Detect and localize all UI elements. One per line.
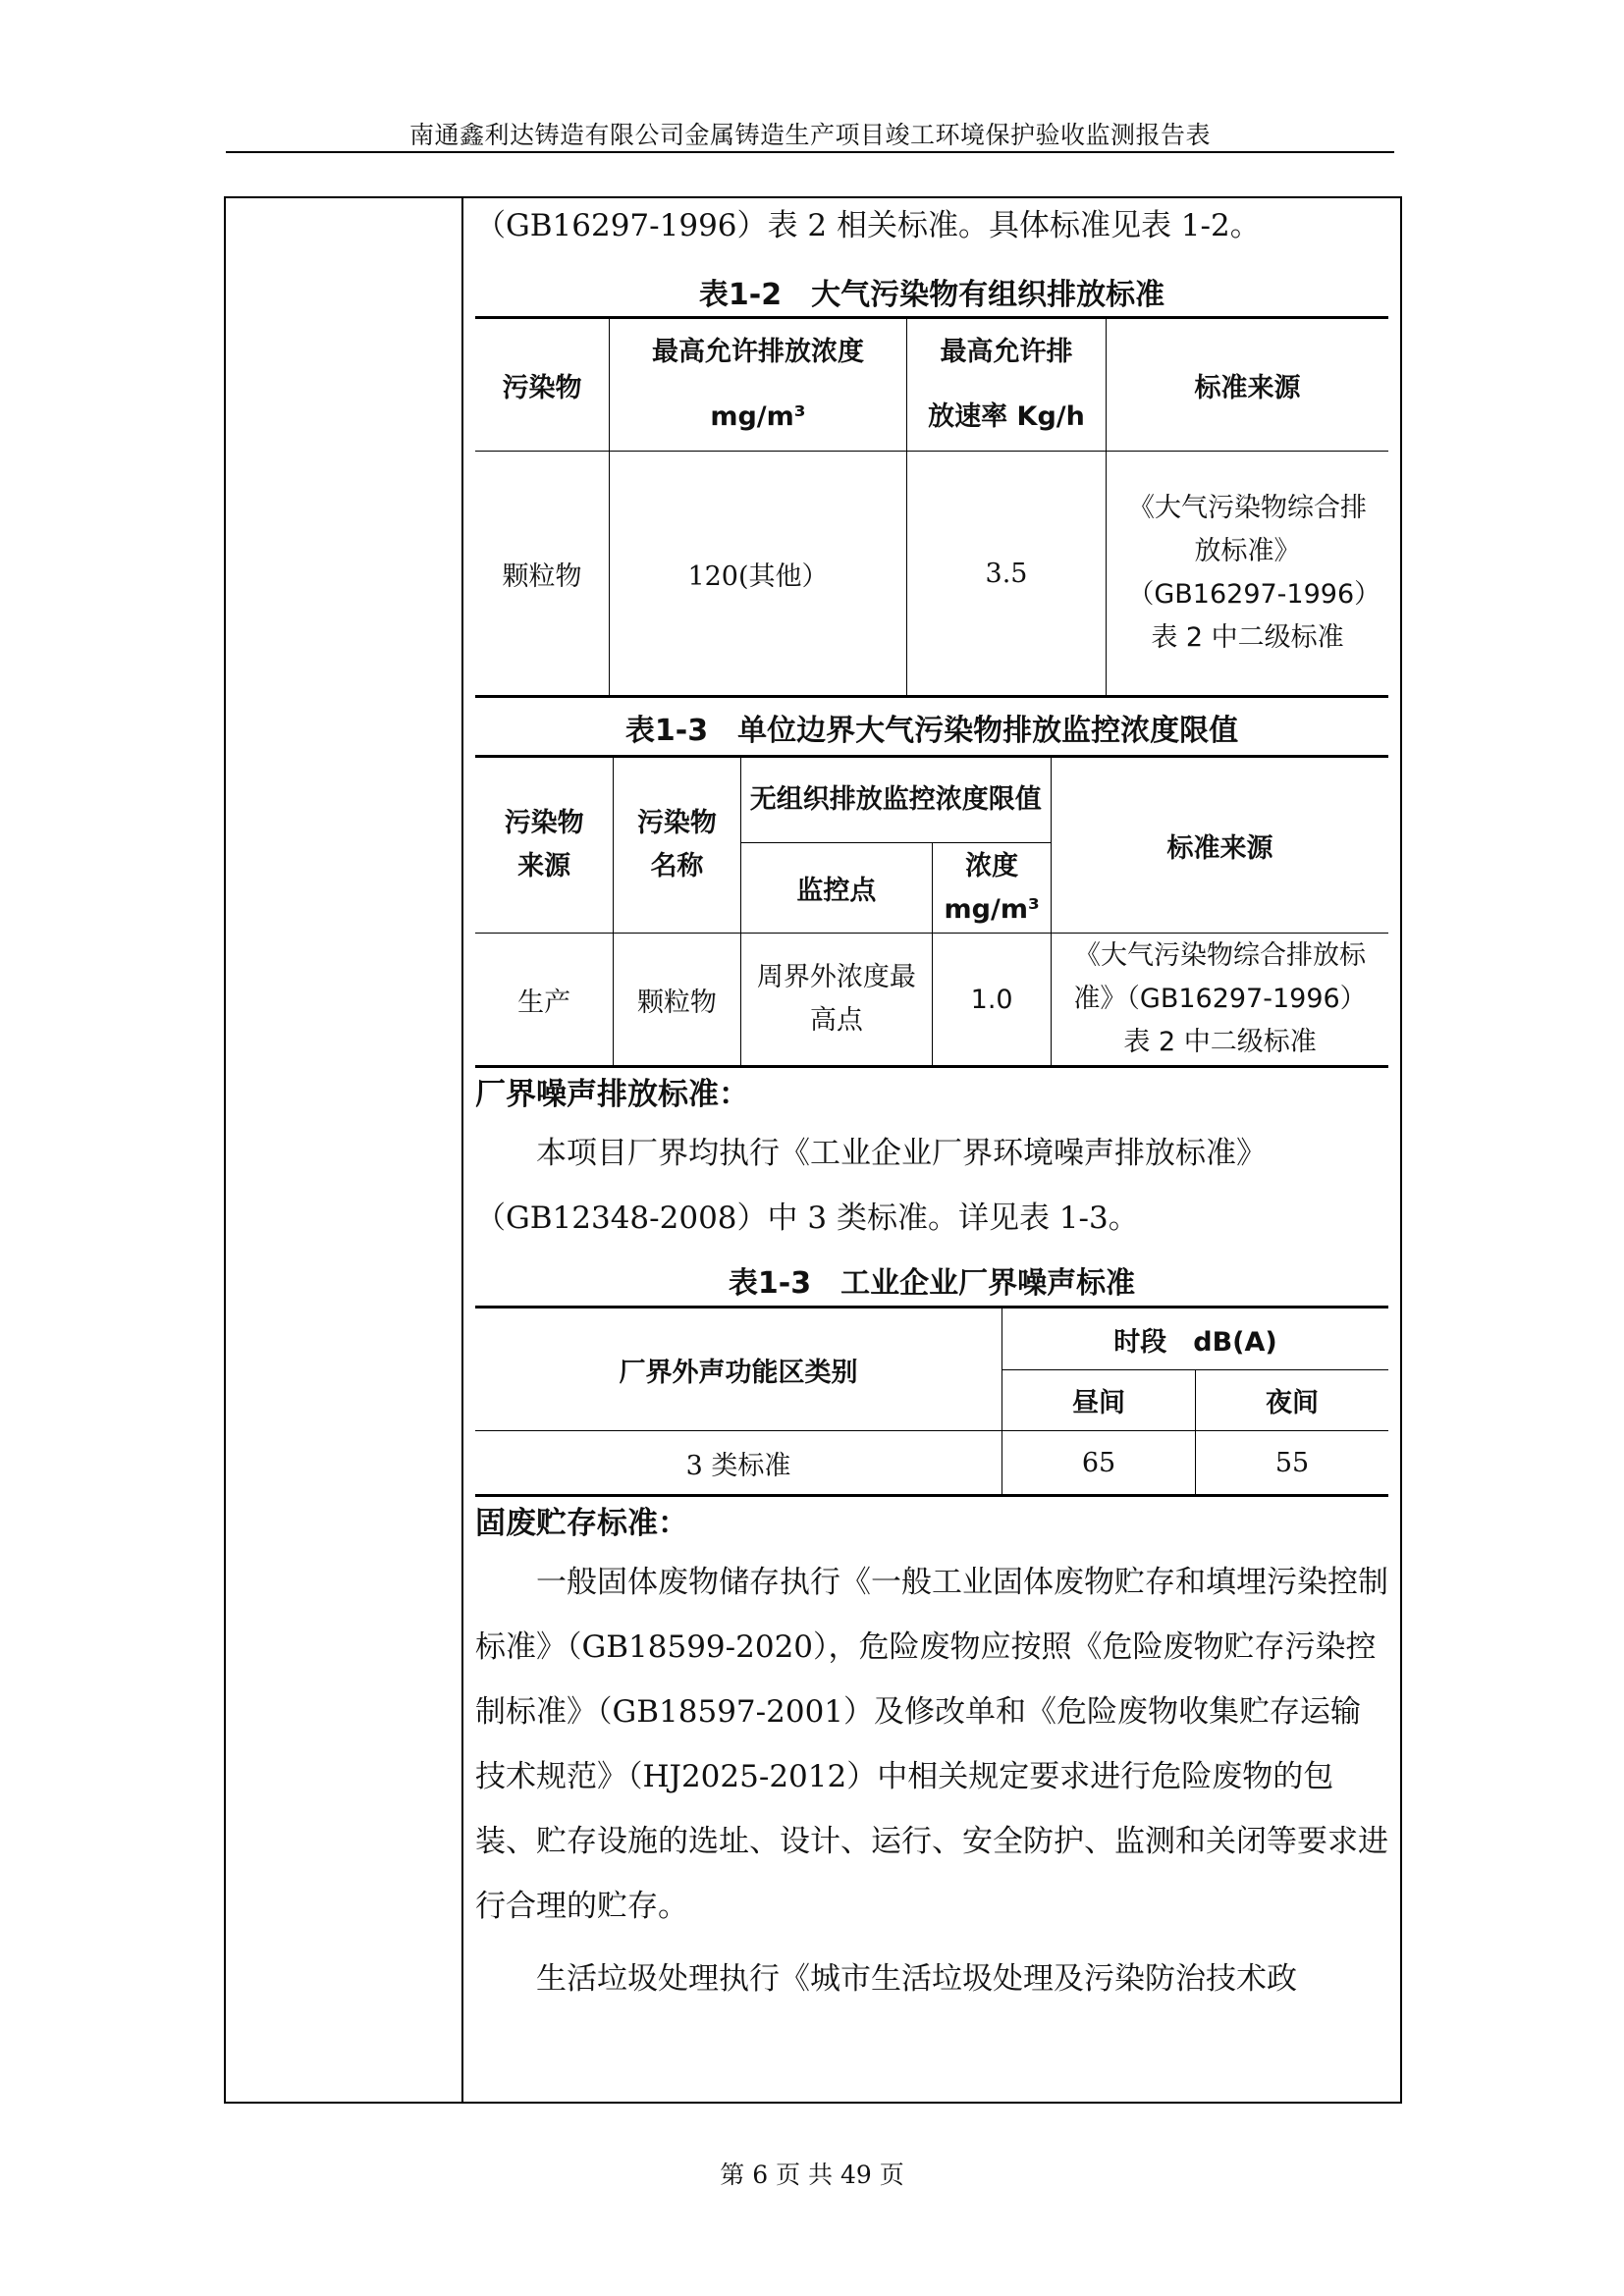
- t12-header-conc-line2: mg/m³: [710, 401, 806, 432]
- t12-header-rate-line1: 最高允许排: [940, 337, 1073, 367]
- noise-section-text: 本项目厂界均执行《工业企业厂界环境噪声排放标准》（GB12348-2008）中 3 类标准。详见表 1-3。: [475, 1136, 1267, 1236]
- table-1-3a-caption: 表1-3 单位边界大气污染物排放监控浓度限值: [624, 714, 1239, 748]
- t13a-header-source: 标准来源: [1052, 757, 1388, 934]
- t13b-cell-night: 55: [1196, 1431, 1389, 1496]
- t13b-header-night: 夜间: [1196, 1370, 1389, 1431]
- t12-header-conc: [610, 318, 907, 452]
- t13a-cell-source: 《大气污染物综合排放标准》（GB16297-1996）表 2 中二级标准: [1052, 934, 1388, 1067]
- t12-header-source: 标准来源: [1107, 318, 1389, 452]
- table-1-3b-caption: 表1-3 工业企业厂界噪声标准: [728, 1266, 1136, 1301]
- t13a-cell-conc: 1.0: [933, 934, 1052, 1067]
- t13b-cell-day: 65: [1002, 1431, 1196, 1496]
- content-column: [475, 196, 1388, 2011]
- t13b-header-period: 时段 dB(A): [1002, 1308, 1389, 1370]
- t13a-header-conc: 浓度 mg/m³: [933, 843, 1052, 934]
- t13a-cell-origin: 生产: [475, 934, 614, 1067]
- noise-section-title: 厂界噪声排放标准：: [475, 1077, 749, 1112]
- document-header: 南通鑫利达铸造有限公司金属铸造生产项目竣工环境保护验收监测报告表: [408, 121, 1211, 149]
- t12-cell-rate: 3.5: [907, 452, 1107, 697]
- solid-section-title: 固废贮存标准：: [475, 1506, 688, 1541]
- table-1-3a: [475, 755, 1388, 1068]
- t13b-header-day: 昼间: [1002, 1370, 1196, 1431]
- solid-section-text-1: 一般固体废物储存执行《一般工业固体废物贮存和填埋污染控制标准》（GB18599-2020），危险废物应按照《危险废物贮存污染控制标准》（GB18597-2001）及修改单和《危险废物收集贮存运输技术规范》（HJ2025-2012）中相关规定要求进行危险废物的包装、贮存设施的选址、设计、运行、安全防护、监测和关闭等要求进行合理的贮存。: [475, 1565, 1388, 1924]
- t12-cell-conc: 120(其他）: [610, 452, 907, 697]
- t12-cell-source: 《大气污染物综合排放标准》（GB16297-1996）表 2 中二级标准: [1107, 452, 1389, 697]
- solid-section-text-2: 生活垃圾处理执行《城市生活垃圾处理及污染防治技术政: [536, 1961, 1297, 1997]
- t13a-header-name: 污染物名称: [614, 757, 740, 934]
- t13b-header-zone: 厂界外声功能区类别: [475, 1308, 1002, 1431]
- t13a-cell-point: 周界外浓度最高点: [740, 934, 933, 1067]
- table-1-2-caption: 表1-2 大气污染物有组织排放标准: [698, 278, 1165, 312]
- t12-header-rate: [907, 318, 1107, 452]
- table-1-2: [475, 316, 1388, 698]
- t13b-cell-zone: 3 类标准: [475, 1431, 1002, 1496]
- t13a-header-limit-group: 无组织排放监控浓度限值: [740, 757, 1052, 843]
- header-rule: [226, 151, 1394, 153]
- t13a-header-point: 监控点: [740, 843, 933, 934]
- t12-cell-pollutant: 颗粒物: [475, 452, 610, 697]
- intro-paragraph: （GB16297-1996）表 2 相关标准。具体标准见表 1-2。: [475, 208, 1261, 243]
- t12-header-rate-line2: 放速率 Kg/h: [928, 401, 1085, 432]
- frame-column-divider: [461, 196, 463, 2104]
- table-1-3b: [475, 1306, 1388, 1497]
- t13a-header-origin: 污染物来源: [475, 757, 614, 934]
- t13a-cell-name: 颗粒物: [614, 934, 740, 1067]
- t12-header-conc-line1: 最高允许排放浓度: [652, 337, 864, 367]
- t12-header-pollutant: 污染物: [475, 318, 610, 452]
- page-footer: 第 6 页 共 49 页: [720, 2161, 904, 2189]
